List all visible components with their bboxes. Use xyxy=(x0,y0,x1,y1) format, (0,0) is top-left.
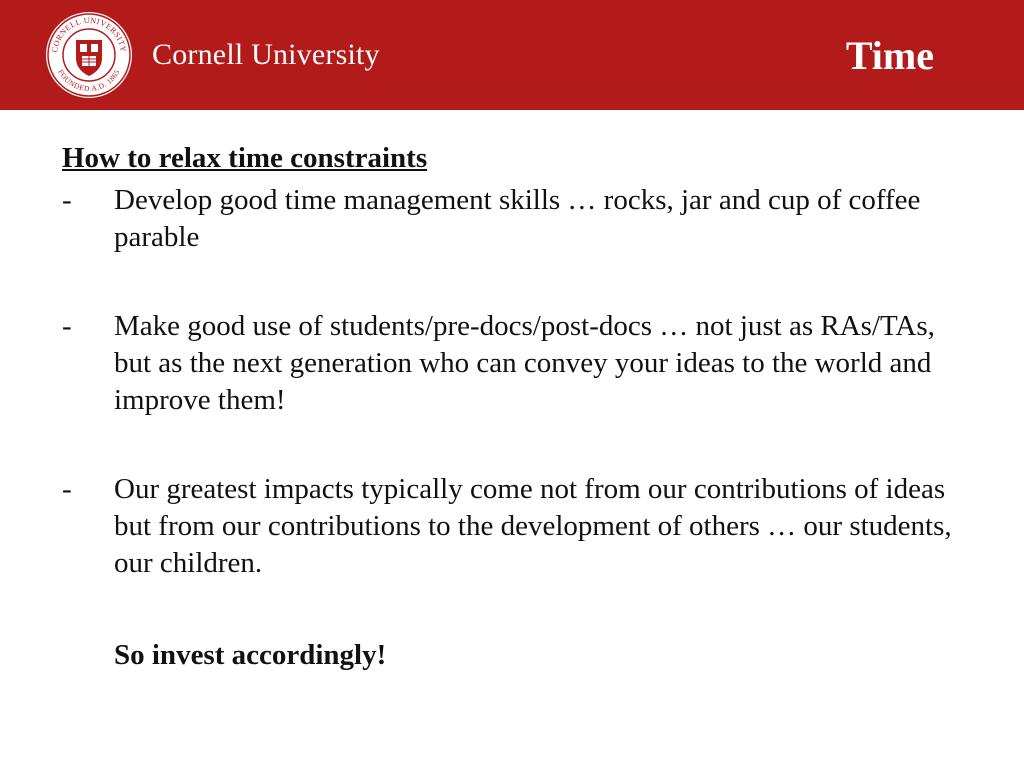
bullet-text: Make good use of students/pre-docs/post-docs … not just as RAs/TAs, but as the next generation who can convey your ideas to the world and improve them! xyxy=(114,310,935,416)
bullet-item xyxy=(62,471,962,582)
bullet-dash: - xyxy=(62,473,72,505)
bullet-item xyxy=(62,308,962,419)
bullet-text: Develop good time management skills … rocks, jar and cup of coffee parable xyxy=(114,184,921,253)
seal-text-top: CORNELL UNIVERSITY xyxy=(50,15,128,53)
closing-statement: So invest accordingly! xyxy=(114,639,387,671)
bullet-text: Our greatest impacts typically come not from our contributions of ideas but from our contributions to the development of others … our students, our children. xyxy=(114,473,952,579)
slide-content xyxy=(62,140,962,703)
bullet-dash: - xyxy=(62,310,72,342)
slide-title: Time xyxy=(845,33,934,78)
header-bar xyxy=(0,0,1024,110)
section-heading: How to relax time constraints xyxy=(62,142,428,174)
bullet-item xyxy=(62,182,962,256)
seal-text-bottom: FOUNDED A.D. 1865 xyxy=(56,67,122,94)
cornell-seal-logo xyxy=(44,10,134,100)
university-wordmark: Cornell University xyxy=(152,38,380,71)
bullet-dash: - xyxy=(62,184,72,216)
